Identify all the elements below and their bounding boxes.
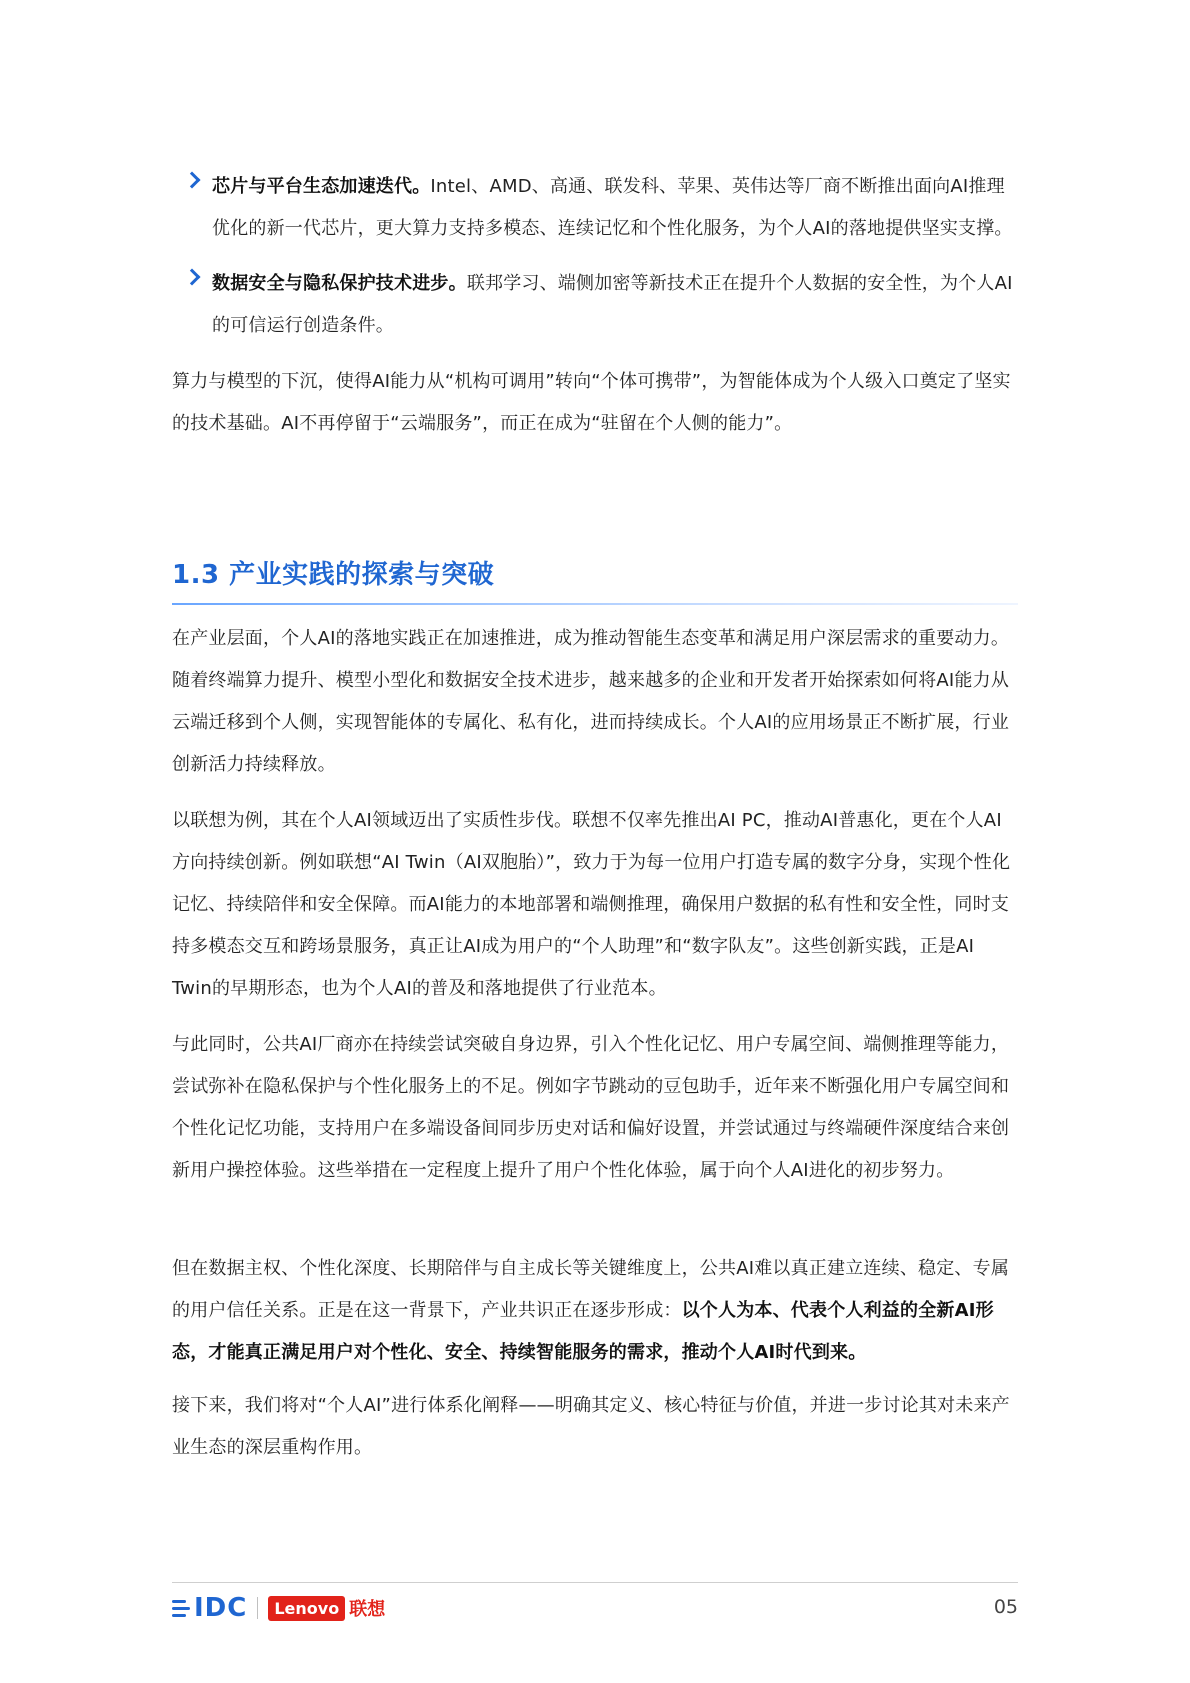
bullet-body: 联邦学习、端侧加密等新技术正在提升个人数据的安全性，为个人AI的可信运行创造条件。 xyxy=(212,273,1013,336)
bullet-item xyxy=(172,166,1018,250)
body-paragraph: 接下来，我们将对“个人AI”进行体系化阐释——明确其定义、核心特征与价值，并进一步讨论其对未来产业生态的深层重构作用。 xyxy=(172,1395,1010,1458)
body-paragraph: 与此同时，公共AI厂商亦在持续尝试突破自身边界，引入个性化记忆、用户专属空间、端侧推理等能力，尝试弥补在隐私保护与个性化服务上的不足。例如字节跳动的豆包助手，近年来不断强化用户专属空间和个性化记忆功能，支持用户在多端设备间同步历史对话和偏好设置，并尝试通过与终端硬件深度结合来创新用户操控体验。这些举措在一定程度上提升了用户个性化体验，属于向个人AI进化的初步努力。 xyxy=(172,1034,1010,1181)
bullet-text xyxy=(212,166,1018,250)
lenovo-chinese-logo: 联想 xyxy=(349,1599,386,1620)
chevron-right-icon xyxy=(184,269,201,286)
idc-lines-icon xyxy=(172,1598,190,1619)
intro-paragraph: 算力与模型的下沉，使得AI能力从“机构可调用”转向“个体可携带”，为智能体成为个人级入口奠定了坚实的技术基础。AI不再停留于“云端服务”，而正在成为“驻留在个人侧的能力”。 xyxy=(172,371,1011,434)
lenovo-logo: Lenovo xyxy=(268,1596,345,1621)
footer-divider xyxy=(172,1582,1018,1583)
idc-logo: IDC xyxy=(194,1593,248,1623)
logo-separator xyxy=(257,1597,258,1619)
body-paragraph: 以联想为例，其在个人AI领域迈出了实质性步伐。联想不仅率先推出AI PC，推动AI普惠化，更在个人AI方向持续创新。例如联想“AI Twin（AI双胞胎）”，致力于为每一位用户打造专属的数字分身，实现个性化记忆、持续陪伴和安全保障。而AI能力的本地部署和端侧推理，确保用户数据的私有性和安全性，同时支持多模态交互和跨场景服务，真正让AI成为用户的“个人助理”和“数字队友”。这些创新实践，正是AI Twin的早期形态，也为个人AI的普及和落地提供了行业范本。 xyxy=(172,810,1011,999)
body-paragraph xyxy=(172,1248,1018,1374)
body-paragraph: 在产业层面，个人AI的落地实践正在加速推进，成为推动智能生态变革和满足用户深层需求的重要动力。随着终端算力提升、模型小型化和数据安全技术进步，越来越多的企业和开发者开始探索如何将AI能力从云端迁移到个人侧，实现智能体的专属化、私有化，进而持续成长。个人AI的应用场景正不断扩展，行业创新活力持续释放。 xyxy=(172,628,1010,775)
bullet-heading: 数据安全与隐私保护技术进步。 xyxy=(212,273,467,294)
paragraph-text: 但在数据主权、个性化深度、长期陪伴与自主成长等关键维度上，公共AI难以真正建立连续、稳定、专属的用户信任关系。正是在这一背景下，产业共识正在逐步形成： xyxy=(172,1258,1010,1321)
chevron-right-icon xyxy=(184,172,201,189)
page-number: 05 xyxy=(993,1596,1018,1618)
footer-logos xyxy=(172,1590,385,1626)
bullet-item xyxy=(172,263,1018,347)
title-divider xyxy=(172,603,1018,605)
bullet-heading: 芯片与平台生态加速迭代。 xyxy=(212,176,431,197)
bullet-text xyxy=(212,263,1018,347)
section-title: 1.3 产业实践的探索与突破 xyxy=(172,560,495,590)
bullet-body: Intel、AMD、高通、联发科、苹果、英伟达等厂商不断推出面向AI推理优化的新一代芯片，更大算力支持多模态、连续记忆和个性化服务，为个人AI的落地提供坚实支撑。 xyxy=(212,176,1013,239)
paragraph-emphasis: 以个人为本、代表个人利益的全新AI形态，才能真正满足用户对个性化、安全、持续智能服务的需求，推动个人AI时代到来。 xyxy=(172,1300,994,1363)
